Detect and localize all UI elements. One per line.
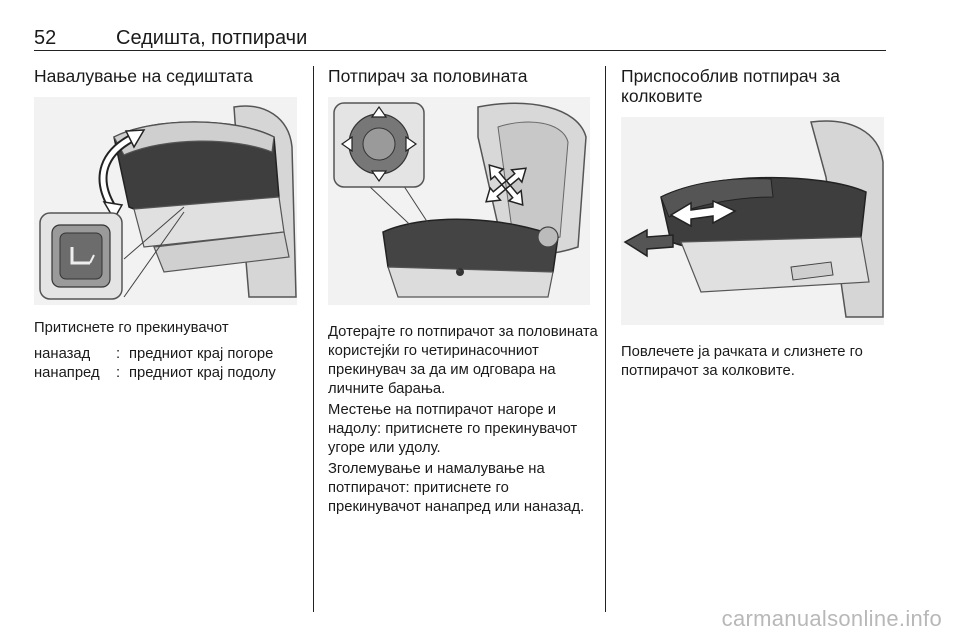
definition-separator: : bbox=[116, 346, 121, 362]
seat-tilt-intro: Притиснете го прекинувачот bbox=[34, 320, 229, 336]
definition-desc: предниот крај подолу bbox=[129, 365, 276, 381]
seat-tilt-illustration bbox=[34, 97, 297, 305]
definition-term: нанапред bbox=[34, 365, 100, 381]
section-heading-thigh-support: Приспособлив потпирач за колковите bbox=[621, 66, 841, 106]
lumbar-paragraph-2: Местење на потпирачот нагоре и надолу: притиснете го прекинувачот угоре или удолу. bbox=[328, 402, 578, 456]
definition-term: наназад bbox=[34, 346, 91, 362]
lumbar-paragraph-1: Дотерајте го потпирачот за половината користејќи го четиринасочниот прекинувач за да им одговара на личните барања. bbox=[328, 324, 598, 397]
chapter-title: Седишта, потпирачи bbox=[116, 27, 308, 49]
definition-separator: : bbox=[116, 365, 121, 381]
column-divider-1 bbox=[313, 66, 314, 612]
section-heading-seat-tilt: Навалување на седиштата bbox=[34, 66, 253, 86]
thigh-paragraph-1: Повлечете ја рачката и слизнете го потпирачот за колковите. bbox=[621, 344, 863, 379]
thigh-support-illustration bbox=[621, 117, 884, 325]
column-divider-2 bbox=[605, 66, 606, 612]
lumbar-support-illustration bbox=[328, 97, 590, 305]
lumbar-paragraph-3: Зголемување и намалување на потпирачот: притиснете го прекинувачот нанапред или наназад. bbox=[328, 461, 585, 515]
page-number: 52 bbox=[34, 27, 57, 49]
header-rule bbox=[34, 50, 886, 51]
section-heading-lumbar-support: Потпирач за половината bbox=[328, 66, 528, 86]
definition-desc: предниот крај погоре bbox=[129, 346, 274, 362]
watermark: carmanualsonline.info bbox=[721, 606, 942, 631]
